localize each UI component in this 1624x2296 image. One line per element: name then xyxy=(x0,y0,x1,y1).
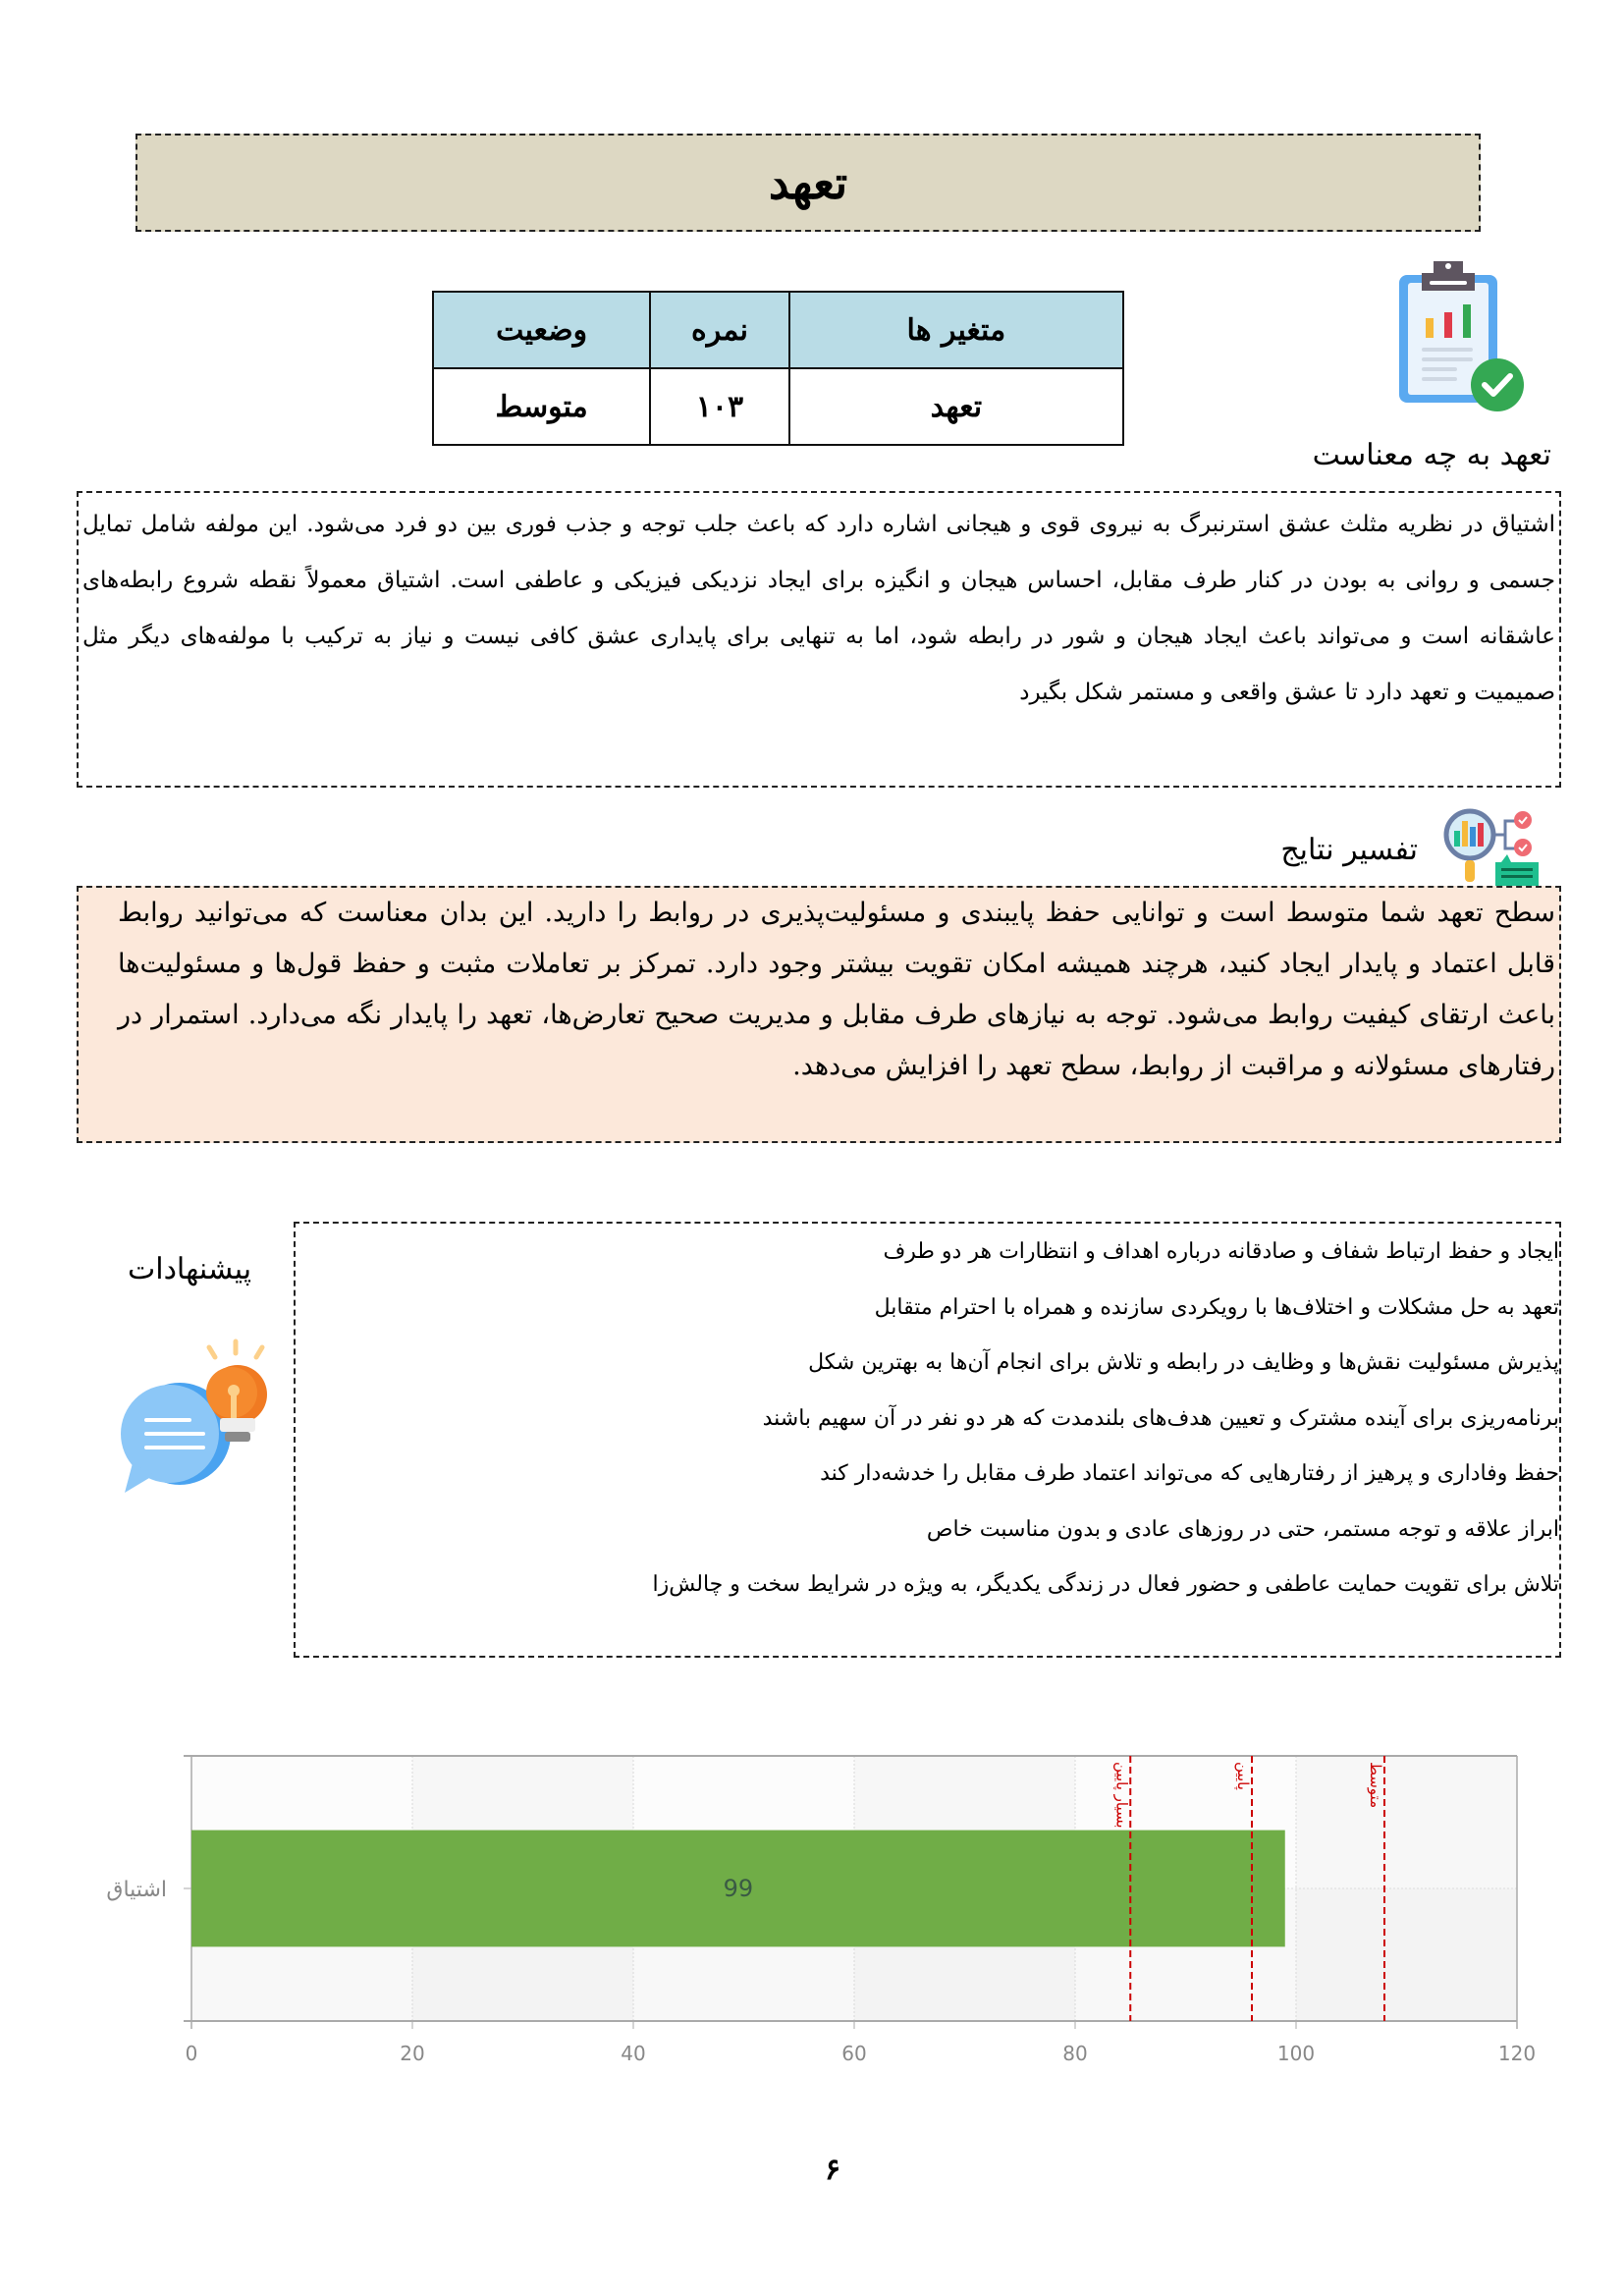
x-tick-label: 100 xyxy=(1276,2042,1316,2065)
x-tick-label: 0 xyxy=(185,2042,198,2065)
meaning-box xyxy=(77,491,1561,788)
score-table xyxy=(432,291,1124,446)
interpretation-heading: تفسیر نتایج xyxy=(1280,833,1418,867)
page-number: ۶ xyxy=(825,2153,841,2187)
suggestion-item: پذیرش مسئولیت نقش‌ها و وظایف در رابطه و تلاش برای انجام آن‌ها به بهترین شکل xyxy=(808,1350,1559,1375)
suggestion-item: ایجاد و حفظ ارتباط شفاف و صادقانه درباره اهداف و انتظارات هر دو طرف xyxy=(883,1239,1559,1264)
meaning-heading: تعهد به چه معناست xyxy=(1312,438,1551,472)
suggestion-item: تعهد به حل مشکلات و اختلاف‌ها با رویکردی سازنده و همراه با احترام متقابل xyxy=(874,1294,1559,1320)
chat-bubble-lightbulb-icon xyxy=(113,1336,280,1507)
table-row xyxy=(433,368,1123,445)
cell-score: ۱۰۳ xyxy=(650,368,788,445)
x-tick-label: 40 xyxy=(621,2042,646,2065)
interpretation-box xyxy=(77,886,1561,1143)
magnifier-chart-icon xyxy=(1438,805,1546,889)
y-category-label: اشتیاق xyxy=(106,1878,167,1902)
reference-line-label: متوسط xyxy=(1367,1762,1384,1809)
suggestions-box xyxy=(294,1222,1561,1658)
cell-status: متوسط xyxy=(433,368,650,445)
suggestion-item: برنامه‌ریزی برای آینده مشترک و تعیین هدف‌های بلندمدت که هر دو نفر در آن سهیم باشند xyxy=(762,1405,1559,1431)
suggestions-heading: پیشنهادات xyxy=(128,1252,252,1286)
reference-line-label: پایین xyxy=(1234,1762,1252,1790)
reference-line-label: بسیار پایین xyxy=(1112,1762,1131,1829)
suggestions-list xyxy=(296,1230,1559,1618)
clipboard-check-icon xyxy=(1394,253,1532,415)
suggestion-item: تلاش برای تقویت حمایت عاطفی و حضور فعال در زندگی یکدیگر، به ویژه در شرایط سخت و چالش‌زا xyxy=(652,1572,1559,1597)
x-tick-label: 60 xyxy=(841,2042,867,2065)
suggestion-item: حفظ وفاداری و پرهیز از رفتارهایی که می‌تواند اعتماد طرف مقابل را خدشه‌دار کند xyxy=(820,1461,1559,1486)
table-header-row xyxy=(433,292,1123,368)
meaning-text: اشتیاق در نظریه مثلث عشق استرنبرگ به نیروی قوی و هیجانی اشاره دارد که باعث جلب توجه و جذب فوری بین دو فرد می‌شود. این مولفه شامل تمایل جسمی و روانی به بودن در کنار طرف مقابل، احساس هیجان و انگیزه برای ایجاد نزدیکی فیزیکی و عاطفی است. اشتیاق معمولاً نقطه شروع رابطه‌های عاشقانه است و می‌تواند باعث ایجاد هیجان و شور در رابطه شود، اما به تنهایی برای پایداری عشق کافی نیست و نیاز به ترکیب با مولفه‌های دیگر مثل صمیمیت و تعهد دارد تا عشق واقعی و مستمر شکل بگیرد xyxy=(82,512,1555,705)
x-tick-label: 20 xyxy=(400,2042,425,2065)
score-bar-chart xyxy=(0,1738,1624,2082)
bar-data-label: 99 xyxy=(723,1875,754,1902)
cell-variable: تعهد xyxy=(789,368,1123,445)
page-title-box xyxy=(135,134,1481,232)
suggestion-item: ابراز علاقه و توجه مستمر، حتی در روزهای عادی و بدون مناسبت خاص xyxy=(926,1516,1559,1542)
column-header-score: نمره xyxy=(650,292,788,368)
x-tick-label: 120 xyxy=(1497,2042,1537,2065)
column-header-status: وضعیت xyxy=(433,292,650,368)
interpretation-text: سطح تعهد شما متوسط است و توانایی حفظ پایبندی و مسئولیت‌پذیری در روابط را دارید. این بدان معناست که می‌توانید روابط قابل اعتماد و پایدار ایجاد کنید، هرچند همیشه امکان تقویت بیشتر وجود دارد. تمرکز بر تعاملات مثبت و حفظ قول‌ها و مسئولیت‌ها باعث ارتقای کیفیت روابط می‌شود. توجه به نیازهای طرف مقابل و مدیریت صحیح تعارض‌ها، تعهد را پایدار نگه می‌دارد. استمرار در رفتارهای مسئولانه و مراقبت از روابط، سطح تعهد را افزایش می‌دهد. xyxy=(118,898,1555,1081)
x-tick-label: 80 xyxy=(1062,2042,1088,2065)
page-title: تعهد xyxy=(768,156,848,209)
column-header-variable: متغیر ها xyxy=(789,292,1123,368)
